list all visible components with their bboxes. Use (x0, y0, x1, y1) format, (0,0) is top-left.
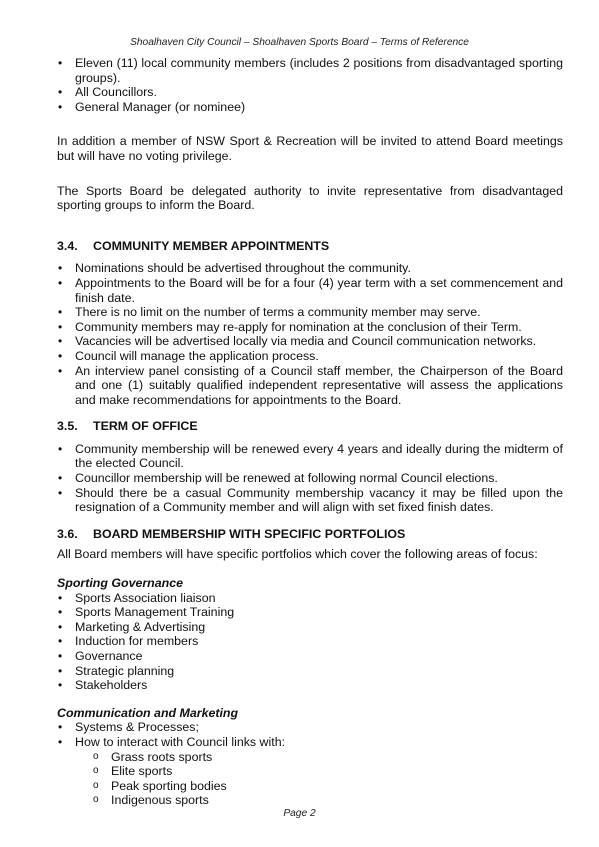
sub-list-item: o Peak sporting bodies (93, 779, 563, 794)
page-number: Page 2 (283, 808, 316, 819)
section-number: 3.5. (57, 419, 78, 434)
list-item: • Stakeholders (57, 678, 563, 693)
list-item: • Systems & Processes; (57, 720, 563, 735)
membership-list (57, 56, 563, 114)
list-item: • How to interact with Council links with: (57, 735, 563, 750)
paragraph-nsw-sport: In addition a member of NSW Sport & Recreation will be invited to attend Board meetings but will have no voting privilege. (57, 134, 563, 163)
section-heading-3-5 (57, 419, 563, 434)
list-item: • Appointments to the Board will be for a four (4) year term with a set commencement and finish date. (57, 276, 563, 305)
list-item: • Council will manage the application process. (57, 349, 563, 364)
list-item: • All Councillors. (57, 85, 563, 100)
section-heading-3-6 (57, 527, 563, 542)
section-title: COMMUNITY MEMBER APPOINTMENTS (93, 238, 330, 253)
document-body (57, 56, 563, 808)
council-links-sublist (57, 750, 563, 808)
list-item: • Community membership will be renewed every 4 years and ideally during the midterm of the elected Council. (57, 442, 563, 471)
sub-list-item: o Grass roots sports (93, 750, 563, 765)
list-item: • Eleven (11) local community members (includes 2 positions from disadvantaged sporting groups). (57, 56, 563, 85)
list-item: • Induction for members (57, 634, 563, 649)
sporting-governance-list (57, 591, 563, 693)
appointments-list (57, 261, 563, 407)
paragraph-delegated-authority: The Sports Board be delegated authority to invite representative from disadvantaged sporting groups to inform the Board. (57, 183, 563, 213)
section-number: 3.6. (57, 526, 78, 541)
section-number: 3.4. (57, 238, 78, 253)
communication-marketing-list (57, 720, 563, 749)
portfolios-intro: All Board members will have specific portfolios which cover the following areas of focus: (57, 547, 538, 562)
list-item: • General Manager (or nominee) (57, 100, 563, 115)
list-item: • An interview panel consisting of a Council staff member, the Chairperson of the Board and one (1) suitably qualified independent representative will assess the applications and make recommendations for appointments to the Board. (57, 364, 563, 408)
list-item: • There is no limit on the number of terms a community member may serve. (57, 305, 563, 320)
term-of-office-list (57, 442, 563, 515)
list-item: • Marketing & Advertising (57, 620, 563, 635)
section-heading-3-4 (57, 239, 563, 254)
list-item: • Community members may re-apply for nomination at the conclusion of their Term. (57, 320, 563, 335)
list-item: • Nominations should be advertised throughout the community. (57, 261, 563, 276)
list-item: • Vacancies will be advertised locally via media and Council communication networks. (57, 334, 563, 349)
list-item: • Should there be a casual Community membership vacancy it may be filled upon the resignation of a Community member and will align with set fixed finish dates. (57, 486, 563, 515)
list-item: • Councillor membership will be renewed at following normal Council elections. (57, 471, 563, 486)
section-title: TERM OF OFFICE (93, 419, 198, 434)
sub-list-item: o Elite sports (93, 764, 563, 779)
subheading-sporting-governance: Sporting Governance (57, 576, 183, 591)
list-item: • Strategic planning (57, 664, 563, 679)
sub-list-item: o Indigenous sports (93, 793, 563, 808)
list-item: • Sports Management Training (57, 605, 563, 620)
section-title: BOARD MEMBERSHIP WITH SPECIFIC PORTFOLIOS (93, 526, 406, 541)
list-item: • Sports Association liaison (57, 591, 563, 606)
subheading-communication-marketing: Communication and Marketing (57, 705, 239, 720)
list-item: • Governance (57, 649, 563, 664)
page-header: Shoalhaven City Council – Shoalhaven Sports Board – Terms of Reference (130, 37, 469, 48)
